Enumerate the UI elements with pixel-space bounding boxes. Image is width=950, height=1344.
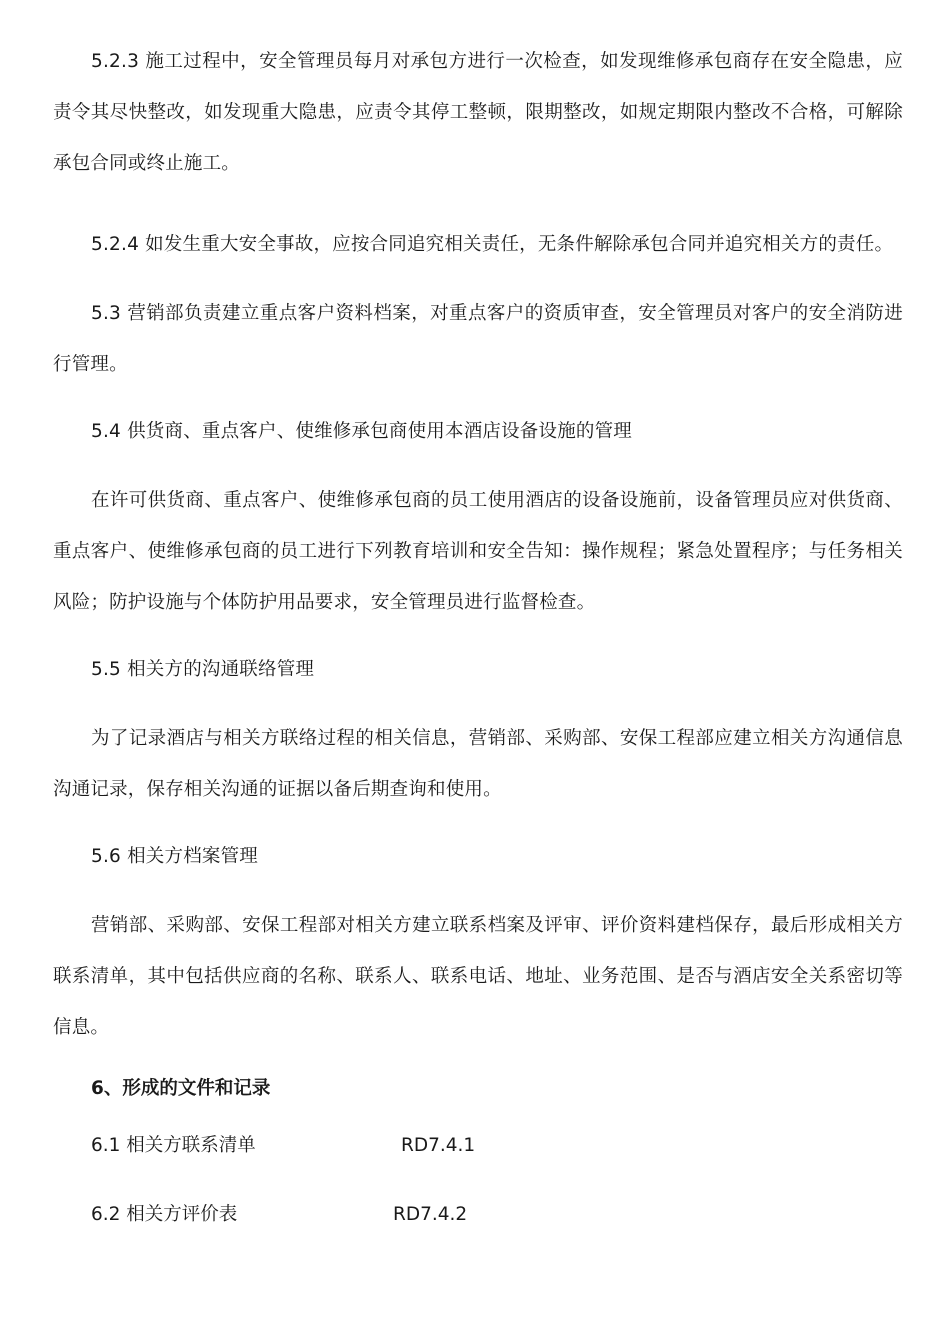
record-row-6-2 bbox=[91, 1189, 468, 1240]
paragraph-5-2-4: 5.2.4 如发生重大安全事故，应按合同追究相关责任，无条件解除承包合同并追究相关方的责任。 bbox=[91, 234, 894, 255]
paragraph-5-5-title: 5.5 相关方的沟通联络管理 bbox=[91, 659, 315, 680]
paragraph-5-6-body: 营销部、采购部、安保工程部对相关方建立联系档案及评审、评价资料建档保存，最后形成相关方联系清单，其中包括供应商的名称、联系人、联系电话、地址、业务范围、是否与酒店安全关系密切等信息。 bbox=[53, 915, 903, 1038]
paragraph-5-4-title: 5.4 供货商、重点客户、使维修承包商使用本酒店设备设施的管理 bbox=[91, 421, 633, 442]
record-code: RD7.4.1 bbox=[401, 1135, 476, 1156]
paragraph-5-5-body: 为了记录酒店与相关方联络过程的相关信息，营销部、采购部、安保工程部应建立相关方沟通信息沟通记录，保存相关沟通的证据以备后期查询和使用。 bbox=[53, 728, 903, 800]
record-name: 6.2 相关方评价表 bbox=[91, 1204, 238, 1225]
paragraph-5-2-3: 5.2.3 施工过程中，安全管理员每月对承包方进行一次检查，如发现维修承包商存在安全隐患，应责令其尽快整改，如发现重大隐患，应责令其停工整顿，限期整改，如规定期限内整改不合格，可解除承包合同或终止施工。 bbox=[53, 51, 903, 174]
paragraph-5-3: 5.3 营销部负责建立重点客户资料档案，对重点客户的资质审查，安全管理员对客户的安全消防进行管理。 bbox=[53, 303, 903, 375]
record-name: 6.1 相关方联系清单 bbox=[91, 1135, 256, 1156]
record-code: RD7.4.2 bbox=[393, 1204, 468, 1225]
section-6-heading: 6、形成的文件和记录 bbox=[91, 1078, 271, 1099]
paragraph-5-6-title: 5.6 相关方档案管理 bbox=[91, 846, 259, 867]
record-row-6-1 bbox=[91, 1120, 476, 1171]
paragraph-5-4-body: 在许可供货商、重点客户、使维修承包商的员工使用酒店的设备设施前，设备管理员应对供货商、重点客户、使维修承包商的员工进行下列教育培训和安全告知：操作规程；紧急处置程序；与任务相关风险；防护设施与个体防护用品要求，安全管理员进行监督检查。 bbox=[53, 490, 903, 613]
